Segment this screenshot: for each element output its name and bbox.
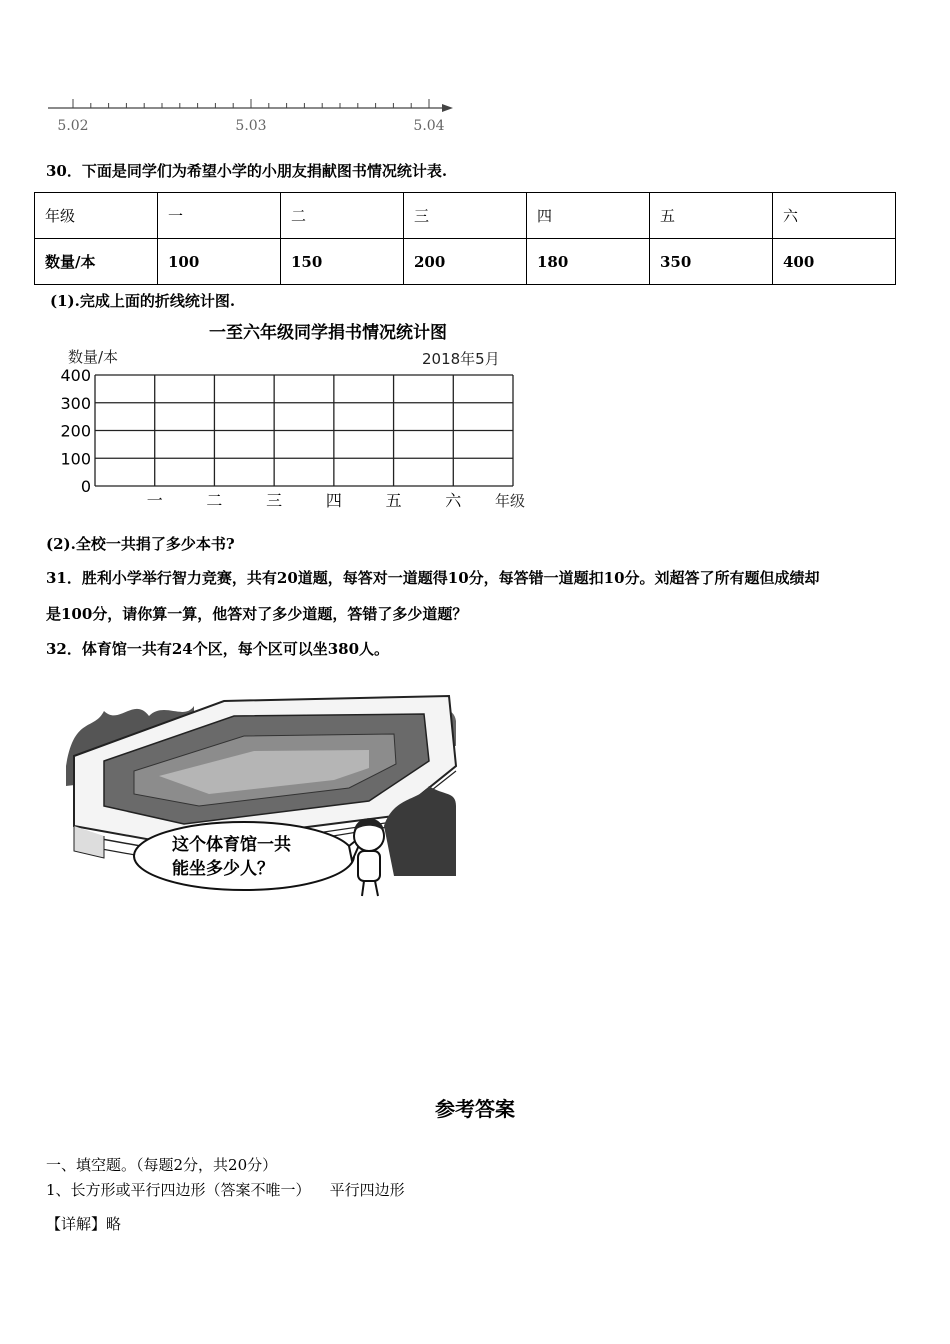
chart-ytick-label: 300 xyxy=(60,393,91,413)
table-cell: 五 xyxy=(650,193,773,239)
table-cell: 200 xyxy=(404,239,527,285)
question-30-part-2: (2).全校一共捐了多少本书? xyxy=(46,535,235,553)
table-cell: 四 xyxy=(527,193,650,239)
table-cell: 180 xyxy=(527,239,650,285)
table-cell: 数量/本 xyxy=(35,239,158,285)
question-30-text: 30．下面是同学们为希望小学的小朋友捐献图书情况统计表. xyxy=(46,162,448,180)
chart-xtick-label: 五 xyxy=(385,491,402,510)
number-line xyxy=(40,95,460,137)
chart-xtick-label: 六 xyxy=(445,491,462,510)
table-cell: 年级 xyxy=(35,193,158,239)
chart-xtick-label: 三 xyxy=(266,491,283,510)
table-cell: 100 xyxy=(158,239,281,285)
number-line-label-1: 5.02 xyxy=(57,118,89,134)
stadium-illustration xyxy=(64,676,459,901)
question-30-part-1: (1).完成上面的折线统计图. xyxy=(50,292,236,310)
table-row xyxy=(35,239,896,285)
chart-ytick-label: 200 xyxy=(60,421,91,441)
chart-subtitle: 2018年5月 xyxy=(422,350,500,368)
answer-detail: 【详解】略 xyxy=(46,1215,122,1233)
boy-figure xyxy=(354,818,384,896)
table-header-row xyxy=(35,193,896,239)
donation-table xyxy=(34,192,896,285)
chart-xtick-label: 四 xyxy=(325,491,342,510)
chart-ylabel: 数量/本 xyxy=(68,348,119,366)
number-line-label-2: 5.03 xyxy=(235,118,267,134)
answer-item-1: 1、长方形或平行四边形（答案不唯一） 平行四边形 xyxy=(46,1181,405,1199)
chart-ytick-label: 100 xyxy=(60,449,91,469)
answers-title: 参考答案 xyxy=(435,1097,515,1121)
chart-title: 一至六年级同学捐书情况统计图 xyxy=(209,323,447,343)
speech-bubble-line-2: 能坐多少人？ xyxy=(172,859,274,879)
line-chart xyxy=(60,318,550,518)
table-cell: 六 xyxy=(773,193,896,239)
number-line-label-3: 5.04 xyxy=(413,118,445,134)
question-32-text: 32．体育馆一共有24个区，每个区可以坐380人。 xyxy=(46,640,390,658)
table-cell: 150 xyxy=(281,239,404,285)
speech-bubble-line-1: 这个体育馆一共 xyxy=(172,835,291,855)
table-cell: 二 xyxy=(281,193,404,239)
question-31-line-1: 31．胜利小学举行智力竞赛，共有20道题，每答对一道题得10分，每答错一道题扣10分。刘超答了所有题但成绩却 xyxy=(46,569,820,587)
answers-section-heading: 一、填空题。（每题2分，共20分） xyxy=(46,1156,278,1174)
table-cell: 一 xyxy=(158,193,281,239)
chart-xtick-label: 二 xyxy=(206,491,223,510)
question-31-line-2: 是100分，请你算一算，他答对了多少道题，答错了多少道题？ xyxy=(46,605,468,623)
chart-xlabel: 年级 xyxy=(495,492,526,510)
chart-ytick-label: 0 xyxy=(80,477,91,496)
table-cell: 350 xyxy=(650,239,773,285)
chart-ytick-label: 400 xyxy=(60,366,91,385)
table-cell: 三 xyxy=(404,193,527,239)
table-cell: 400 xyxy=(773,239,896,285)
chart-xtick-label: 一 xyxy=(146,491,163,510)
